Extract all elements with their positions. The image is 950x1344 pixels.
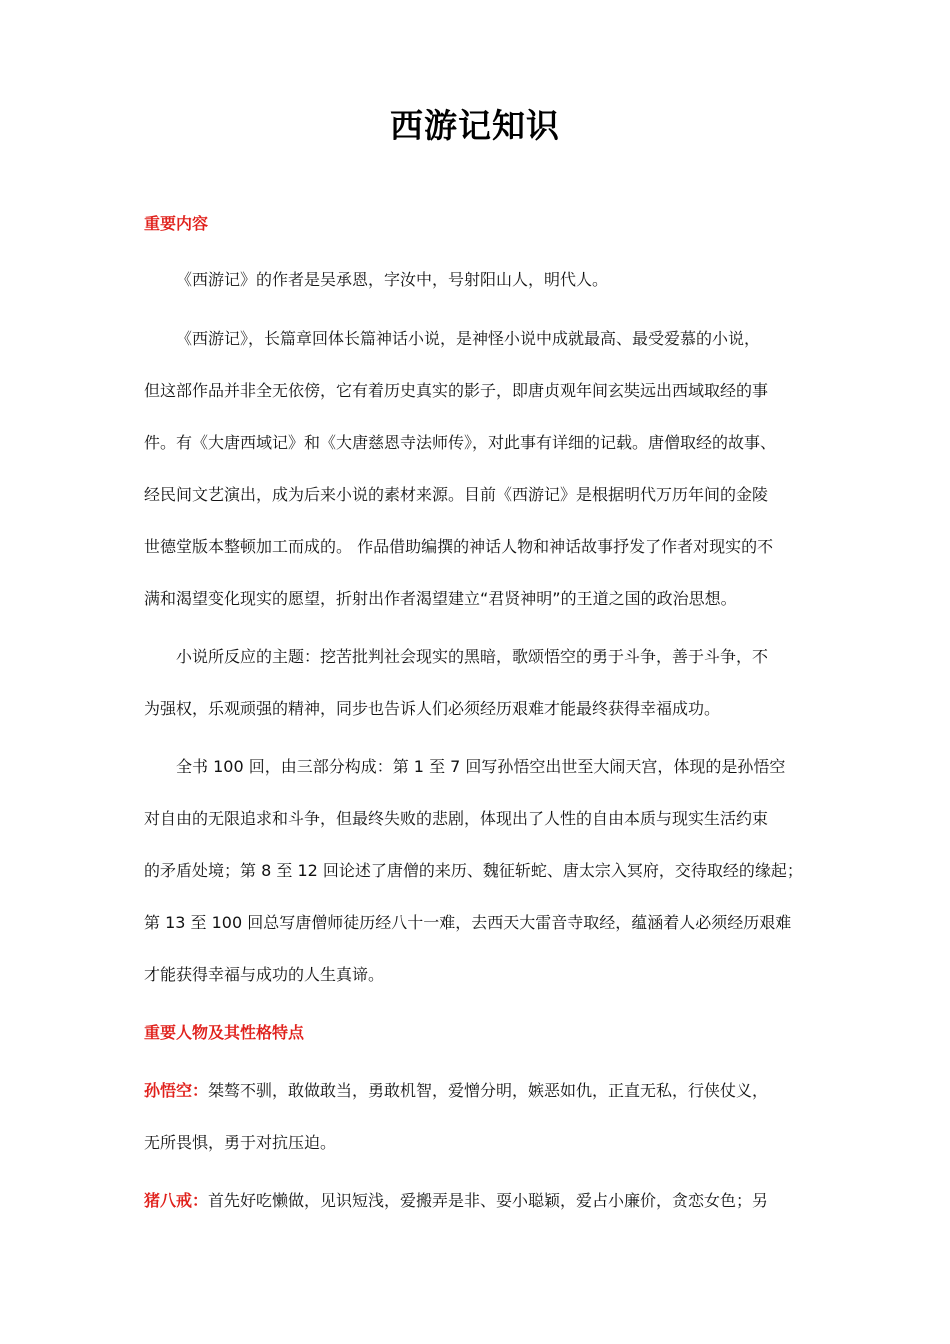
paragraph-line: 才能获得幸福与成功的人生真谛。 (144, 965, 385, 984)
paragraph-line: 的矛盾处境；第 8 至 12 回论述了唐僧的来历、魏征斩蛇、唐太宗入冥府，交待取经的缘起； (144, 861, 803, 880)
paragraph-line: 对自由的无限追求和斗争，但最终失败的悲剧，体现出了人性的自由本质与现实生活约束 (144, 809, 769, 828)
paragraph-line: 《西游记》的作者是吴承恩，字汝中，号射阳山人，明代人。 (176, 270, 609, 289)
paragraph-line: 全书 100 回，由三部分构成：第 1 至 7 回写孙悟空出世至大闹天宫，体现的是孙悟空 (176, 757, 786, 776)
paragraph-line: 件。有《大唐西域记》和《大唐慈恩寺法师传》，对此事有详细的记载。唐僧取经的故事、 (144, 433, 777, 452)
paragraph-line: 经民间文艺演出，成为后来小说的素材来源。目前《西游记》是根据明代万历年间的金陵 (144, 485, 769, 504)
paragraph-line: 满和渴望变化现实的愿望，折射出作者渴望建立“君贤神明”的王道之国的政治思想。 (144, 589, 737, 608)
character-description: 桀骜不驯，敢做敢当，勇敢机智，爱憎分明，嫉恶如仇，正直无私，行侠仗义， (208, 1081, 769, 1100)
paragraph-line: 世德堂版本整顿加工而成的。 作品借助编撰的神话人物和神话故事抒发了作者对现实的不 (144, 537, 774, 556)
character-name-label: 孙悟空： (144, 1081, 209, 1100)
character-entry-zhu-bajie (144, 1189, 824, 1213)
paragraph-line: 《西游记》，长篇章回体长篇神话小说，是神怪小说中成就最高、最受爱慕的小说， (176, 329, 761, 348)
section-heading-characters: 重要人物及其性格特点 (144, 1023, 305, 1042)
paragraph-line: 为强权，乐观顽强的精神，同步也告诉人们必须经历艰难才能最终获得幸福成功。 (144, 699, 721, 718)
paragraph-line: 第 13 至 100 回总写唐僧师徒历经八十一难，去西天大雷音寺取经，蕴涵着人必须经历艰难 (144, 913, 792, 932)
paragraph-line: 但这部作品并非全无依傍，它有着历史真实的影子，即唐贞观年间玄奘远出西域取经的事 (144, 381, 769, 400)
document-title: 西游记知识 (390, 106, 560, 145)
character-entry-sun-wukong (144, 1079, 824, 1103)
character-description: 首先好吃懒做，见识短浅，爱搬弄是非、耍小聪颖，爱占小廉价，贪恋女色；另 (208, 1191, 769, 1210)
section-heading-main-content: 重要内容 (144, 214, 209, 233)
character-name-label: 猪八戒： (144, 1191, 209, 1210)
paragraph-line: 无所畏惧，勇于对抗压迫。 (144, 1133, 337, 1152)
paragraph-line: 小说所反应的主题：挖苦批判社会现实的黑暗，歌颂悟空的勇于斗争，善于斗争，不 (176, 647, 769, 666)
